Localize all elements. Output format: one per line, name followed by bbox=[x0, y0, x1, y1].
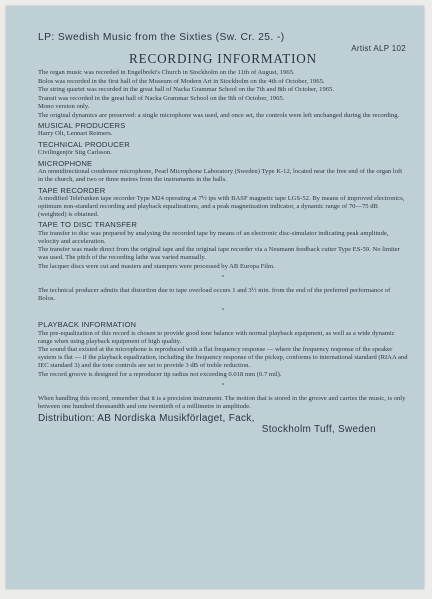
section-heading-tape-recorder: TAPE RECORDER bbox=[38, 185, 106, 195]
distortion-note: The technical producer admits that distortion due to tape overload occurs 1 and 3½ min. from the end of the preferred performance of Bolos. bbox=[38, 287, 391, 303]
intro-paragraph: The original dynamics are preserved: a single microphone was used, and once set, the controls were left unchanged during the recording. bbox=[38, 111, 400, 119]
lp-title: LP: Swedish Music from the Sixties (Sw. Cr. 25. -) bbox=[38, 32, 285, 43]
distribution-line: Distribution: AB Nordiska Musikförlaget, Fack, bbox=[38, 413, 255, 425]
separator-mark: ° bbox=[221, 275, 225, 282]
playback-paragraph: The pre-equalization of this record is chosen to provide good tone balance with normal playback equipment, as well as a wide dynamic range when using playback equipment of high quality. bbox=[38, 329, 395, 345]
page-title: RECORDING INFORMATION bbox=[129, 51, 317, 66]
closing-note: When handling this record, remember that it is a precision instrument. The motion that is stored in the groove and carries the music, is only between one hundred thousandth and one twentieth of a millimetre in amplitude. bbox=[38, 395, 406, 411]
microphone-text: An omnidirectional condensor microphone, Pearl Microphone Laboratory (Sweden) Type K-12, located near the free end of the organ loft in the church, and two or three metres from the instruments in the halls. bbox=[38, 168, 403, 184]
intro-paragraph: The string quartet was recorded in the great hall of Nacka Grammar School on the 7th and 8th of October, 1965. bbox=[38, 86, 334, 93]
separator-mark: ° bbox=[221, 383, 225, 390]
intro-paragraph: The organ music was recorded in Engelbrekt's Church in Stockholm on the 11th of August, 1965. bbox=[38, 69, 295, 76]
intro-paragraph: Mono version only. bbox=[38, 103, 90, 110]
document-content bbox=[38, 32, 408, 435]
artist-catalog-number: Artist ALP 102 bbox=[351, 44, 406, 53]
tape-to-disc-paragraph: The lacquer discs were cut and masters and stampers were processed by AB Europa Film. bbox=[38, 262, 275, 270]
tape-to-disc-paragraph: The transfer to disc was prepared by analysing the recorded tape by means of an electronic disc-simulator indicating peak amplitude, velocity and acceleration. bbox=[38, 229, 389, 245]
intro-paragraph: Transit was recorded in the great hall of Nacka Grammar School on the 9th of October, 1965. bbox=[38, 94, 285, 102]
distribution-address: Stockholm Tuff, Sweden bbox=[261, 424, 376, 436]
tape-recorder-text: A modified Telefunken tape recorder Type M24 operating at 7½ ips with BASF magnetic tape LGS-52. By means of improved electronics, optimum non-standard recording and playback equalizations, and a peak magnetization indicator, a dynamic range of 70—75 dB (weighted) is obtained. bbox=[38, 195, 405, 218]
technical-producer-text: Civilingenjör Stig Carlsson. bbox=[38, 149, 112, 157]
section-heading-playback: PLAYBACK INFORMATION bbox=[38, 320, 137, 330]
separator-mark: ° bbox=[221, 308, 225, 315]
section-heading-tape-to-disc: TAPE TO DISC TRANSFER bbox=[38, 220, 137, 230]
playback-paragraph: The record groove is designed for a reproducer tip radius not exceeding 0.018 mm (0.7 mil). bbox=[38, 370, 282, 378]
section-heading-technical-producer: TECHNICAL PRODUCER bbox=[38, 139, 130, 149]
document-card bbox=[6, 6, 424, 589]
section-heading-microphone: MICROPHONE bbox=[38, 158, 93, 168]
musical-producers-text: Harry Olt, Lennart Reimers. bbox=[38, 130, 113, 138]
playback-paragraph: The sound that existed at the microphone is reproduced with a flat frequency response — where the frequency response of the speaker system is flat — if the playback equalization, including the frequency response of the pickup, conforms to international standard (RIAA and IEC standard 3) and the tone controls are set to provide 3 dB of treble reduction. bbox=[38, 346, 408, 369]
section-heading-musical-producers: MUSICAL PRODUCERS bbox=[38, 120, 126, 130]
intro-paragraph: Bolos was recorded in the first hall of the Museum of Modern Art in Stockholm on the 4th of October, 1965. bbox=[38, 77, 325, 85]
tape-to-disc-paragraph: The transfer was made direct from the original tape and the original tape recorder via a Neumann feedback cutter Type ES-59. No limiter was used. The pitch of the recording lathe was varied manually. bbox=[38, 246, 400, 262]
